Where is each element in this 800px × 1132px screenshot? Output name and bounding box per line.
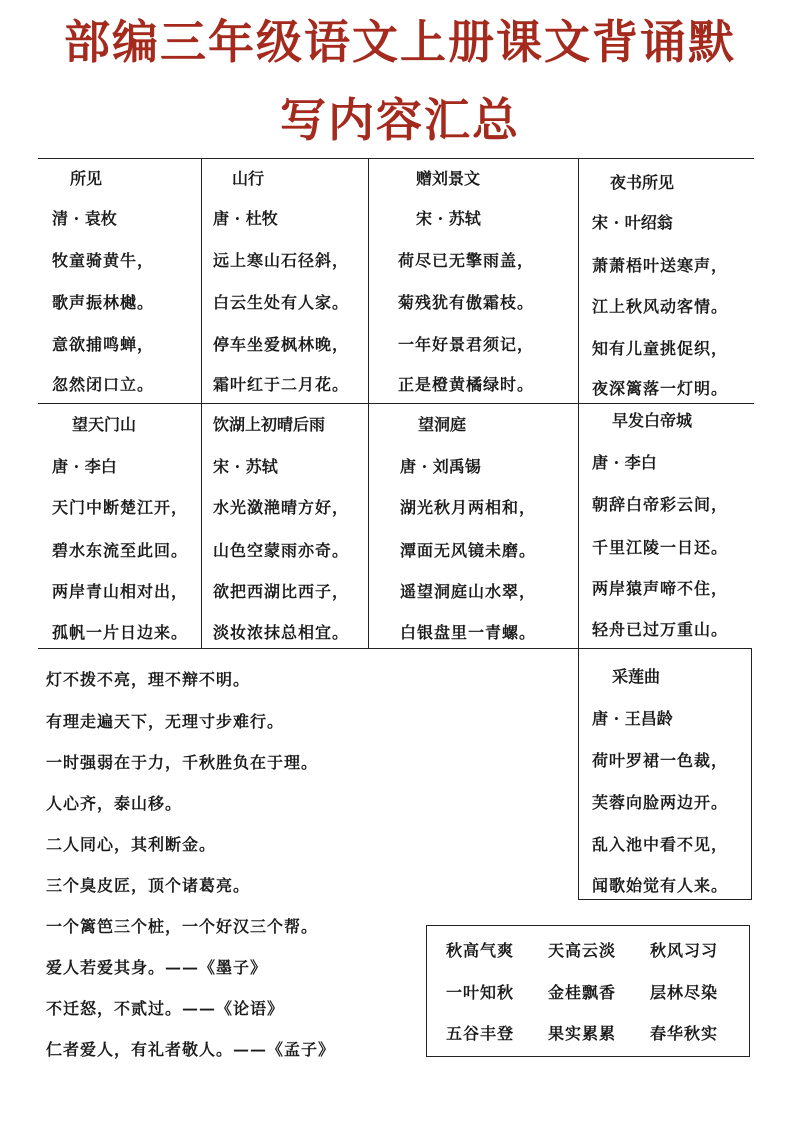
poem-line: 两岸猿声啼不住， [592,579,729,598]
poem-line: 荷尽已无擎雨盖， [398,251,535,270]
poem-author: 清 · 袁枚 [52,209,117,228]
poem-line: 正是橙黄橘绿时。 [398,375,535,394]
lotus-poem-author: 唐 · 王昌龄 [592,709,673,728]
proverb-item: 不迁怒，不贰过。——《论语》 [46,999,285,1018]
poem-author: 唐 · 刘禹锡 [400,457,481,476]
poem-line: 湖光秋月两相和， [400,498,537,517]
poem-line: 江上秋风动客情。 [592,297,729,316]
poem-line: 霜叶红于二月花。 [213,375,350,394]
table-top-border [38,158,754,159]
lotus-poem-line: 闻歌始觉有人来。 [592,876,729,895]
poem-line: 忽然闭口立。 [52,375,155,394]
poem-line: 萧萧梧叶送寒声， [592,256,729,275]
poem-title: 夜书所见 [610,173,675,192]
poem-line: 白云生处有人家。 [213,293,350,312]
poem-author: 唐 · 李白 [592,453,657,472]
poem-line: 远上寒山石径斜， [213,251,350,270]
idiom-item: 天高云淡 [548,941,617,960]
poem-author: 唐 · 李白 [52,457,117,476]
poem-line: 孤帆一片日边来。 [52,623,189,642]
poem-title: 早发白帝城 [612,411,693,430]
poem-author: 宋 · 叶绍翁 [592,213,673,232]
proverb-item: 二人同心，其利断金。 [46,835,217,854]
proverb-item: 爱人若爱其身。——《墨子》 [46,958,268,977]
poem-author: 宋 · 苏轼 [416,209,481,228]
idiom-item: 秋风习习 [650,941,719,960]
poem-line: 两岸青山相对出， [52,582,189,601]
poem-author: 唐 · 杜牧 [213,209,278,228]
idiom-item: 层林尽染 [650,983,719,1002]
poem-author: 宋 · 苏轼 [213,457,278,476]
idiom-item: 五谷丰登 [446,1024,515,1043]
proverb-item: 一个篱笆三个桩，一个好汉三个帮。 [46,917,319,936]
poem-title: 饮湖上初晴后雨 [213,415,326,434]
lotus-poem-box [578,648,752,900]
poem-line: 潭面无风镜未磨。 [400,541,537,560]
poem-line: 夜深篱落一灯明。 [592,379,729,398]
poem-line: 牧童骑黄牛， [52,251,155,270]
poem-line: 山色空蒙雨亦奇。 [213,541,350,560]
lotus-poem-line: 荷叶罗裙一色裁， [592,751,729,770]
poem-title: 望天门山 [72,415,137,434]
proverb-item: 三个臭皮匠，顶个诸葛亮。 [46,876,251,895]
table-divider-3 [578,158,579,648]
proverb-item: 一时强弱在于力，千秋胜负在于理。 [46,753,319,772]
poem-title: 山行 [232,169,265,188]
poem-line: 菊残犹有傲霜枝。 [398,293,535,312]
page-title-line2: 写内容汇总 [280,93,520,147]
page-title-line1: 部编三年级语文上册课文背诵默 [64,15,736,69]
poem-line: 白银盘里一青螺。 [400,623,537,642]
poem-line: 千里江陵一日还。 [592,538,729,557]
lotus-poem-line: 芙蓉向脸两边开。 [592,793,729,812]
table-bottom-border [38,648,578,649]
poem-line: 一年好景君须记， [398,335,535,354]
idiom-item: 一叶知秋 [446,983,515,1002]
poem-line: 知有儿童挑促织， [592,339,729,358]
lotus-poem-title: 采莲曲 [612,667,661,686]
poem-line: 意欲捕鸣蝉， [52,335,155,354]
poem-line: 歌声振林樾。 [52,293,155,312]
idiom-item: 秋高气爽 [446,941,515,960]
poem-line: 遥望洞庭山水翠， [400,582,537,601]
poem-line: 停车坐爱枫林晚， [213,335,350,354]
poem-line: 水光潋滟晴方好， [213,498,350,517]
poem-line: 朝辞白帝彩云间， [592,495,729,514]
table-divider-2 [368,158,369,648]
proverb-item: 有理走遍天下，无理寸步难行。 [46,712,285,731]
table-divider-1 [201,158,202,648]
idiom-item: 果实累累 [548,1024,617,1043]
idiom-item: 春华秋实 [650,1024,719,1043]
proverb-item: 仁者爱人，有礼者敬人。——《孟子》 [46,1040,336,1059]
table-middle-border [38,403,754,404]
poem-title: 赠刘景文 [416,169,481,188]
idiom-item: 金桂飘香 [548,983,617,1002]
poem-line: 欲把西湖比西子， [213,582,350,601]
poem-line: 碧水东流至此回。 [52,541,189,560]
poem-title: 所见 [70,169,103,188]
proverb-item: 灯不拨不亮，理不辩不明。 [46,670,251,689]
poem-line: 淡妆浓抹总相宜。 [213,623,350,642]
lotus-poem-line: 乱入池中看不见， [592,835,729,854]
poem-line: 天门中断楚江开， [52,498,189,517]
proverb-item: 人心齐，泰山移。 [46,794,183,813]
poem-line: 轻舟已过万重山。 [592,620,729,639]
poem-title: 望洞庭 [418,415,467,434]
